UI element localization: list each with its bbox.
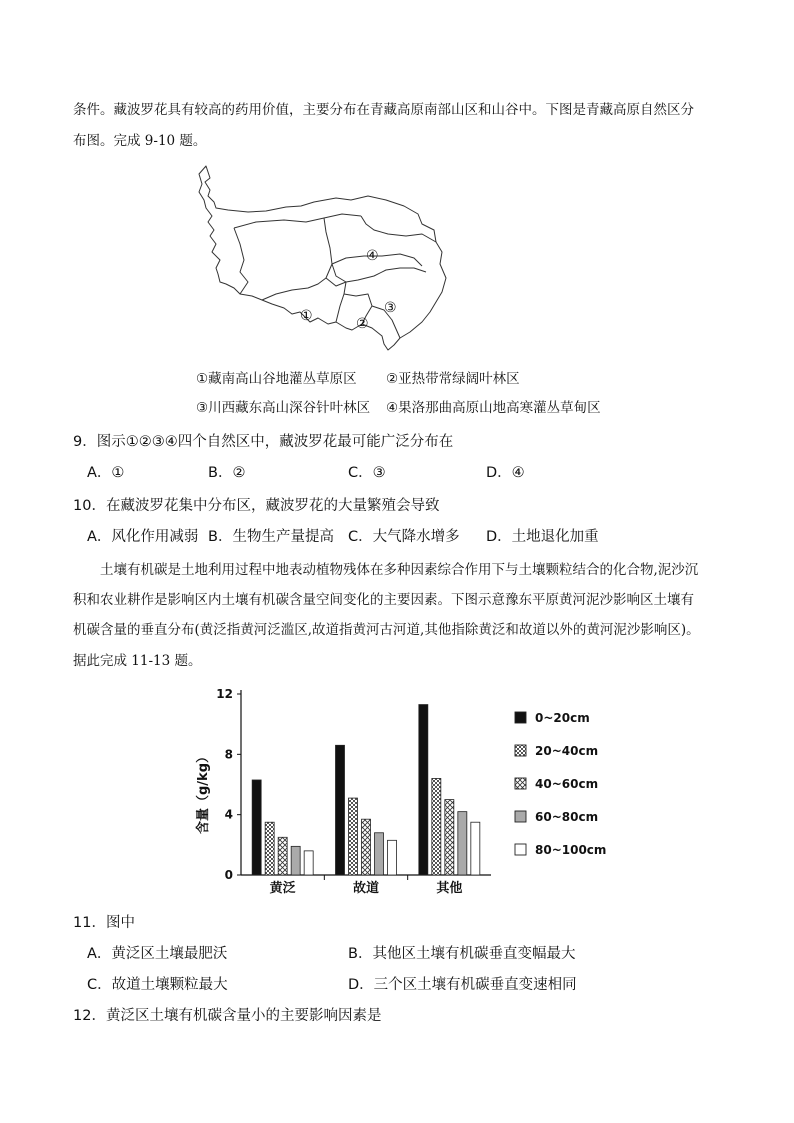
q11-stem: 11．图中 xyxy=(73,915,135,931)
bar-故道-20~40cm xyxy=(349,798,358,875)
q11-option-c[interactable]: C．故道土壤颗粒最大 xyxy=(87,977,228,993)
q10-option-d[interactable]: D．土地退化加重 xyxy=(486,529,599,545)
q10-option-c[interactable]: C．大气降水增多 xyxy=(348,529,460,545)
bar-黄泛-40~60cm xyxy=(278,837,287,875)
legend-label: 60~80cm xyxy=(535,810,599,824)
legend-swatch xyxy=(515,712,526,723)
legend-swatch xyxy=(515,844,526,855)
category-label: 黄泛 xyxy=(269,881,296,896)
region-boundary xyxy=(361,216,436,242)
intro2-line1: 土壤有机碳是土地利用过程中地表动植物残体在多种因素综合作用下与土壤颗粒结合的化合物,泥沙沉 xyxy=(100,562,699,578)
q9-stem: 9．图示①②③④四个自然区中，藏波罗花最可能广泛分布在 xyxy=(73,434,454,450)
bar-黄泛-60~80cm xyxy=(291,846,300,875)
category-label: 故道 xyxy=(352,881,380,896)
bar-黄泛-20~40cm xyxy=(265,822,274,875)
y-axis-title: 含量（g/kg） xyxy=(196,749,211,835)
legend-swatch xyxy=(515,811,526,822)
region-boundary xyxy=(262,278,326,300)
bar-其他-80~100cm xyxy=(471,822,480,875)
q10-option-a[interactable]: A．风化作用减弱 xyxy=(87,529,199,545)
map-label-3: ③ xyxy=(384,300,397,316)
region-boundary xyxy=(324,218,346,286)
q9-option-c[interactable]: C．③ xyxy=(348,465,386,481)
q10-option-b[interactable]: B．生物生产量提高 xyxy=(208,529,334,545)
region-boundary xyxy=(234,214,361,228)
q11-option-b[interactable]: B．其他区土壤有机碳垂直变幅最大 xyxy=(348,946,576,962)
region-boundary xyxy=(234,228,248,294)
intro2-line3: 机碳含量的垂直分布(黄泛指黄河泛滥区,故道指黄河古河道,其他指除黄泛和故道以外的黄河泥沙影响区)。 xyxy=(73,622,700,638)
map-legend-1: ①藏南高山谷地灌丛草原区 xyxy=(196,371,357,387)
map-label-4: ④ xyxy=(366,248,379,264)
bar-故道-40~60cm xyxy=(362,819,371,875)
bar-黄泛-0~20cm xyxy=(252,780,261,875)
q9-option-d[interactable]: D．④ xyxy=(486,465,525,481)
intro2-line2: 积和农业耕作是影响区内土壤有机碳含量空间变化的主要因素。下图示意豫东平原黄河泥沙影响区土壤有 xyxy=(73,592,694,608)
plateau-outline xyxy=(199,166,446,350)
map-legend-2: ②亚热带常绿阔叶林区 xyxy=(386,371,520,387)
legend-label: 0~20cm xyxy=(535,711,590,725)
bar-其他-0~20cm xyxy=(419,705,428,875)
bar-黄泛-80~100cm xyxy=(304,851,313,875)
region-boundary xyxy=(332,264,426,282)
intro1-line2: 布图。完成 9-10 题。 xyxy=(73,133,207,149)
q9-option-a[interactable]: A．① xyxy=(87,465,125,481)
map-label-2: ② xyxy=(356,316,369,332)
bar-故道-80~100cm xyxy=(388,840,397,875)
map-legend-4: ④果洛那曲高原山地高寒灌丛草甸区 xyxy=(386,400,601,416)
legend-swatch xyxy=(515,778,526,789)
bar-其他-40~60cm xyxy=(445,800,454,875)
legend-label: 40~60cm xyxy=(535,777,599,791)
map-label-1: ① xyxy=(300,308,313,324)
map-legend-3: ③川西藏东高山深谷针叶林区 xyxy=(196,400,371,416)
q10-stem: 10．在藏波罗花集中分布区，藏波罗花的大量繁殖会导致 xyxy=(73,498,440,514)
y-tick-label: 0 xyxy=(224,868,233,882)
q9-option-b[interactable]: B．② xyxy=(208,465,246,481)
y-tick-label: 8 xyxy=(224,747,233,762)
category-label: 其他 xyxy=(436,881,463,896)
y-tick-label: 12 xyxy=(216,687,233,701)
y-tick-label: 4 xyxy=(224,807,233,822)
legend-label: 80~100cm xyxy=(535,843,607,857)
legend-label: 20~40cm xyxy=(535,744,599,758)
q11-option-a[interactable]: A．黄泛区土壤最肥沃 xyxy=(87,946,228,962)
q12-stem: 12．黄泛区土壤有机碳含量小的主要影响因素是 xyxy=(73,1008,382,1024)
q11-option-d[interactable]: D．三个区土壤有机碳垂直变速相同 xyxy=(348,977,577,993)
bar-故道-60~80cm xyxy=(375,833,384,875)
bar-其他-60~80cm xyxy=(458,812,467,875)
bar-故道-0~20cm xyxy=(336,745,345,875)
intro1-line1: 条件。藏波罗花具有较高的药用价值，主要分布在青藏高原南部山区和山谷中。下图是青藏高原自然区分 xyxy=(73,102,694,118)
legend-swatch xyxy=(515,745,526,756)
intro2-line4: 据此完成 11-13 题。 xyxy=(73,653,202,669)
natural-regions-map xyxy=(196,160,452,360)
organic-carbon-chart xyxy=(185,680,615,900)
bar-其他-20~40cm xyxy=(432,778,441,875)
region-boundary xyxy=(336,282,346,322)
